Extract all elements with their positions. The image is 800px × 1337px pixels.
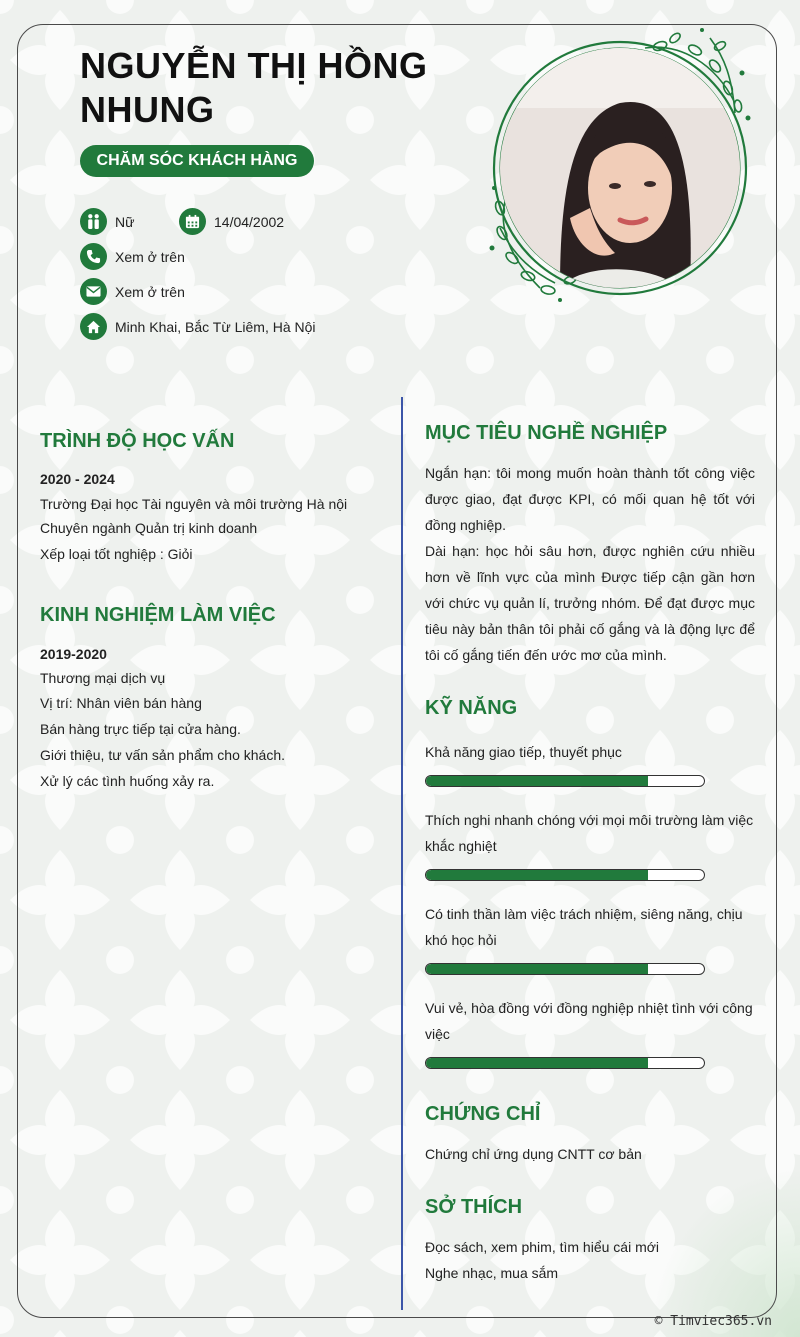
skill-bar [425, 1057, 705, 1069]
experience-heading: KINH NGHIỆM LÀM VIỆC [40, 604, 276, 626]
education-grade: Xếp loại tốt nghiệp : Giỏi [40, 546, 193, 562]
skill-bar-fill [426, 776, 648, 786]
address-row [80, 313, 316, 340]
objective-short-term: Ngắn hạn: tôi mong muốn hoàn thành tốt công việc được giao, đạt được KPI, có mối quan hệ tốt với đồng nghiệp. [425, 465, 755, 533]
hobbies-heading: SỞ THÍCH [425, 1196, 523, 1218]
skills-heading: KỸ NĂNG [425, 697, 518, 719]
experience-period: 2019-2020 [40, 646, 107, 662]
birthdate-value: 14/04/2002 [214, 213, 285, 230]
address-value: Minh Khai, Bắc Từ Liêm, Hà Nội [115, 318, 316, 335]
skill-bar [425, 869, 705, 881]
email-row [80, 278, 185, 305]
profile-photo [500, 48, 740, 288]
certificates-heading: CHỨNG CHỈ [425, 1103, 541, 1125]
objective-heading: MỤC TIÊU NGHỀ NGHIỆP [425, 422, 668, 444]
skill-bar-fill [426, 1058, 648, 1068]
column-divider [401, 397, 403, 1310]
phone-value: Xem ở trên [115, 248, 185, 265]
job-title-badge: CHĂM SÓC KHÁCH HÀNG [80, 145, 314, 177]
experience-company: Thương mại dịch vụ [40, 670, 166, 686]
experience-duty: Xử lý các tình huống xảy ra. [40, 773, 215, 789]
hobby-item: Đọc sách, xem phim, tìm hiểu cái mới [425, 1239, 660, 1255]
skill-label: Khả năng giao tiếp, thuyết phục [425, 744, 622, 760]
education-period: 2020 - 2024 [40, 471, 115, 487]
email-value: Xem ở trên [115, 283, 185, 300]
education-heading: TRÌNH ĐỘ HỌC VẤN [40, 430, 235, 452]
hobby-item: Nghe nhạc, mua sắm [425, 1265, 559, 1281]
skill-label: Có tinh thần làm việc trách nhiệm, siêng năng, chịu khó học hỏi [425, 906, 743, 948]
phone-icon [80, 243, 107, 270]
home-icon [80, 313, 107, 340]
education-school: Trường Đại học Tài nguyên và môi trường Hà nội [40, 496, 348, 512]
gender-icon [80, 208, 107, 235]
phone-row [80, 243, 185, 270]
email-icon [80, 278, 107, 305]
skill-bar [425, 775, 705, 787]
skill-bar [425, 963, 705, 975]
experience-position: Vị trí: Nhân viên bán hàng [40, 695, 202, 711]
experience-duty: Giới thiệu, tư vấn sản phẩm cho khách. [40, 747, 286, 763]
skill-label: Vui vẻ, hòa đồng với đồng nghiệp nhiệt tình với công việc [425, 1000, 753, 1042]
footer-credit: © Timviec365.vn [654, 1314, 772, 1329]
skill-bar-fill [426, 964, 648, 974]
certificate-item: Chứng chỉ ứng dụng CNTT cơ bản [425, 1146, 642, 1162]
profile-photo-frame [470, 18, 760, 308]
gender-value: Nữ [115, 213, 135, 230]
experience-duty: Bán hàng trực tiếp tại cửa hàng. [40, 721, 241, 737]
skill-bar-fill [426, 870, 648, 880]
calendar-icon [179, 208, 206, 235]
education-major: Chuyên ngành Quản trị kinh doanh [40, 520, 258, 536]
birthdate-row [179, 208, 284, 235]
gender-row [80, 208, 134, 235]
skill-label: Thích nghi nhanh chóng với mọi môi trường làm việc khắc nghiệt [425, 812, 754, 854]
full-name: NGUYỄN THỊ HỒNG NHUNG [80, 45, 428, 130]
objective-long-term: Dài hạn: học hỏi sâu hơn, được nghiên cứu nhiều hơn về lĩnh vực của mình Được tiếp cận gần hơn với chức vụ quản lí, trưởng nhóm. Để đạt được mục tiêu này bản thân tôi phải cố gắng và là động lực để tôi cố gắng tiến đến ước mơ của mình. [425, 543, 755, 663]
